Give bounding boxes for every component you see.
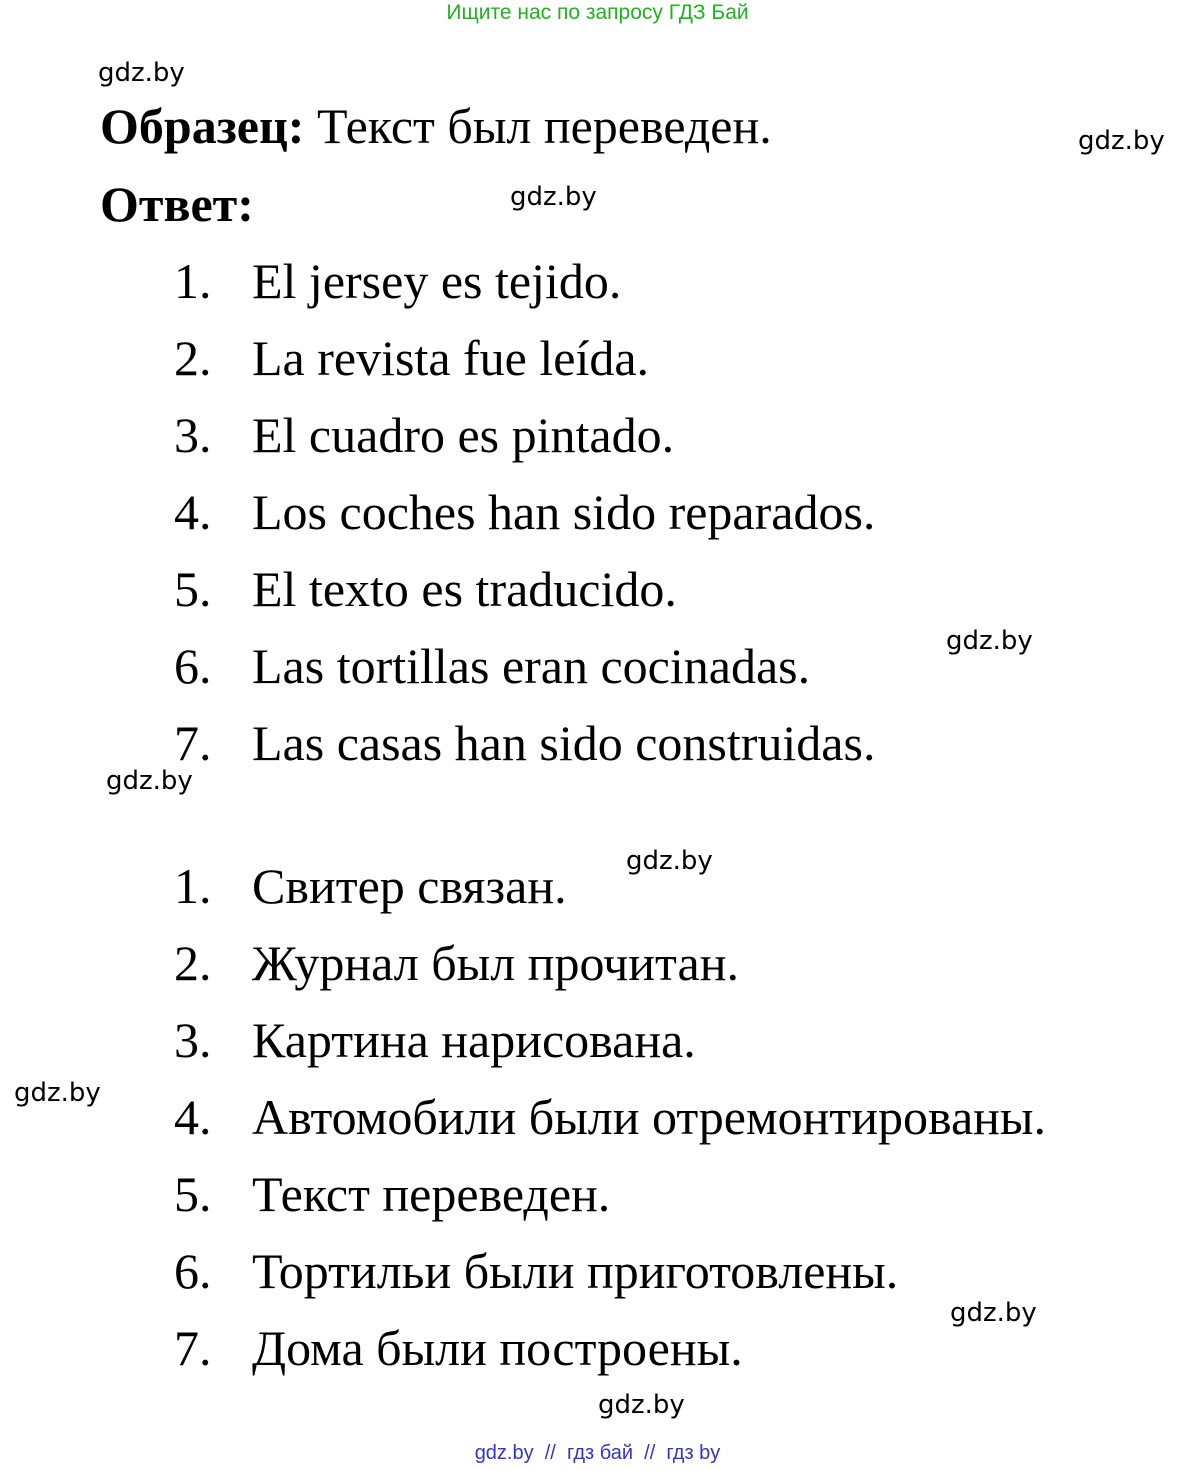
list-item xyxy=(170,482,875,559)
item-number: 3. xyxy=(174,407,212,463)
item-text: Текст переведен. xyxy=(252,1166,611,1222)
item-number: 1. xyxy=(174,858,212,914)
item-text: Los coches han sido reparados. xyxy=(252,484,876,540)
item-text: Las tortillas eran cocinadas. xyxy=(252,638,811,694)
list-item xyxy=(170,1318,1046,1395)
item-number: 2. xyxy=(174,935,212,991)
item-number: 3. xyxy=(174,1012,212,1068)
sample-text: Текст был переведен. xyxy=(316,98,772,154)
item-number: 5. xyxy=(174,561,212,617)
item-text: El jersey es tejido. xyxy=(252,253,622,309)
russian-translation-list xyxy=(170,856,1046,1395)
item-number: 2. xyxy=(174,330,212,386)
item-text: Свитер связан. xyxy=(252,858,567,914)
watermark: gdz.by xyxy=(1078,126,1165,156)
item-text: El texto es traducido. xyxy=(252,561,677,617)
item-text: El cuadro es pintado. xyxy=(252,407,675,463)
list-item xyxy=(170,856,1046,933)
sample-line xyxy=(100,96,772,156)
list-item xyxy=(170,559,875,636)
watermark: gdz.by xyxy=(510,182,597,212)
item-number: 1. xyxy=(174,253,212,309)
list-item xyxy=(170,636,875,713)
item-number: 6. xyxy=(174,638,212,694)
list-item xyxy=(170,933,1046,1010)
item-text: Журнал был прочитан. xyxy=(252,935,739,991)
list-item xyxy=(170,1164,1046,1241)
list-item xyxy=(170,1010,1046,1087)
item-text: Las casas han sido construidas. xyxy=(252,715,876,771)
item-text: Автомобили были отремонтированы. xyxy=(252,1089,1046,1145)
item-text: La revista fue leída. xyxy=(252,330,650,386)
spanish-answer-list xyxy=(170,251,875,790)
watermark: gdz.by xyxy=(14,1078,101,1108)
list-item xyxy=(170,1087,1046,1164)
list-item xyxy=(170,328,875,405)
list-item xyxy=(170,251,875,328)
item-number: 4. xyxy=(174,1089,212,1145)
item-number: 7. xyxy=(174,715,212,771)
watermark: gdz.by xyxy=(106,766,193,796)
watermark: gdz.by xyxy=(98,58,185,88)
watermark: gdz.by xyxy=(626,846,713,876)
list-item xyxy=(170,713,875,790)
top-banner: Ищите нас по запросу ГДЗ Бай xyxy=(446,1,749,24)
item-text: Тортильи были приготовлены. xyxy=(252,1243,899,1299)
item-text: Дома были построены. xyxy=(252,1320,743,1376)
watermark: gdz.by xyxy=(946,626,1033,656)
item-number: 5. xyxy=(174,1166,212,1222)
list-item xyxy=(170,1241,1046,1318)
footer-links: gdz.by // гдз бай // гдз by xyxy=(474,1442,721,1464)
watermark: gdz.by xyxy=(598,1390,685,1420)
item-number: 6. xyxy=(174,1243,212,1299)
answer-label: Ответ: xyxy=(100,176,254,232)
list-item xyxy=(170,405,875,482)
watermark: gdz.by xyxy=(950,1298,1037,1328)
item-number: 4. xyxy=(174,484,212,540)
sample-label: Образец: xyxy=(100,98,305,154)
item-text: Картина нарисована. xyxy=(252,1012,696,1068)
item-number: 7. xyxy=(174,1320,212,1376)
